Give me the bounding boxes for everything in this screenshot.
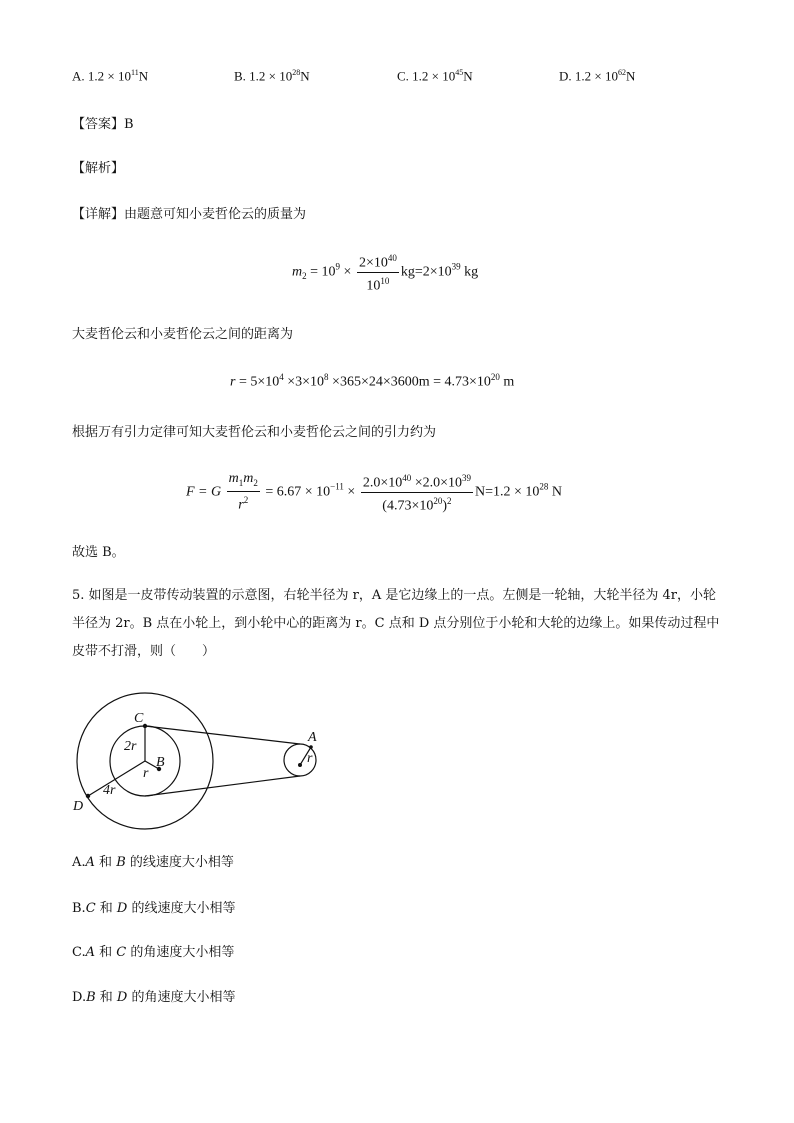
label-a: A (308, 730, 317, 745)
label-r-inner: r (143, 766, 149, 781)
mass-fraction: $\frac{2\times 10^{40}}{10^{10}}$ (357, 250, 399, 294)
label-4r: 4r (103, 783, 116, 798)
equation-mass: $m_2 = 10^9$ × $\frac{2\times 10^{40}}{10^{10}}$ $kg=2\times 10^{39}$ kg (292, 250, 478, 294)
choice-b: B. $1.2 \times 10^{28}N$ (234, 68, 310, 84)
distance-line: 大麦哲伦云和小麦哲伦云之间的距离为 (72, 327, 294, 342)
force-fraction: $\frac{2.0\times 10^{40} \times 2.0\times 10^{39}}{(4.73\times 10^{20})^2}$ (361, 470, 473, 514)
label-c: C (134, 711, 144, 726)
answer-line: 【答案】B (72, 117, 134, 132)
label-b: B (156, 755, 165, 770)
equation-distance: $r = 5\times 10^4 \times 3\times 10^8 \times 365\times 24\times 3600m = 4.73\times 10^{20}$ m (230, 372, 515, 390)
option-a: A.A 和 B 的线速度大小相等 (72, 855, 234, 870)
g-fraction: $\frac{m_1m_2}{r^2}$ (228, 470, 258, 513)
point-a (309, 745, 313, 749)
conclusion-line: 故选 B。 (72, 545, 125, 560)
choice-c: C. $1.2 \times 10^{45}N$ (397, 68, 473, 84)
option-b: B.C 和 D 的线速度大小相等 (72, 901, 236, 916)
choice-a: A. $1.2 \times 10^{11}N$ (72, 68, 149, 84)
point-c (143, 724, 147, 728)
label-r-right: r (307, 751, 313, 766)
gravity-line: 根据万有引力定律可知大麦哲伦云和小麦哲伦云之间的引力约为 (72, 425, 437, 440)
label-2r: 2r (124, 739, 137, 754)
choice-d: D. $1.2 \times 10^{62}N$ (559, 68, 636, 84)
belt-bottom (145, 776, 300, 796)
analysis-label: 【解析】 (72, 161, 125, 176)
detail-line: 【详解】由题意可知小麦哲伦云的质量为 (72, 207, 307, 222)
right-center (298, 763, 302, 767)
question-5: 5. 如图是一皮带传动装置的示意图，右轮半径为 r，A 是它边缘上的一点。左侧是一轮轴，大轮半径为 4r，小轮半径为 2r。B 点在小轮上，到小轮中心的距离为 r。C 点和 D 点分别位于小轮和大轮的边缘上。如果传动过程中皮带不打滑，则（ ） (72, 588, 720, 659)
equation-force: F = G $\frac{m_1m_2}{r^2}$ = $6.67 \times 10^{-11}$ × $\frac{2.0\times 10^{40} \times 2.0\times 10^{39}}{(4.73\times 10^{20})^2}$ $N=1.2 \times 10^{28}$ N (186, 470, 563, 514)
option-d: D.B 和 D 的角速度大小相等 (72, 990, 236, 1005)
belt-pulley-diagram (70, 690, 330, 835)
label-d: D (73, 799, 84, 814)
point-d (86, 794, 90, 798)
radius-4r (88, 761, 145, 796)
option-c: C.A 和 C 的角速度大小相等 (72, 945, 235, 960)
